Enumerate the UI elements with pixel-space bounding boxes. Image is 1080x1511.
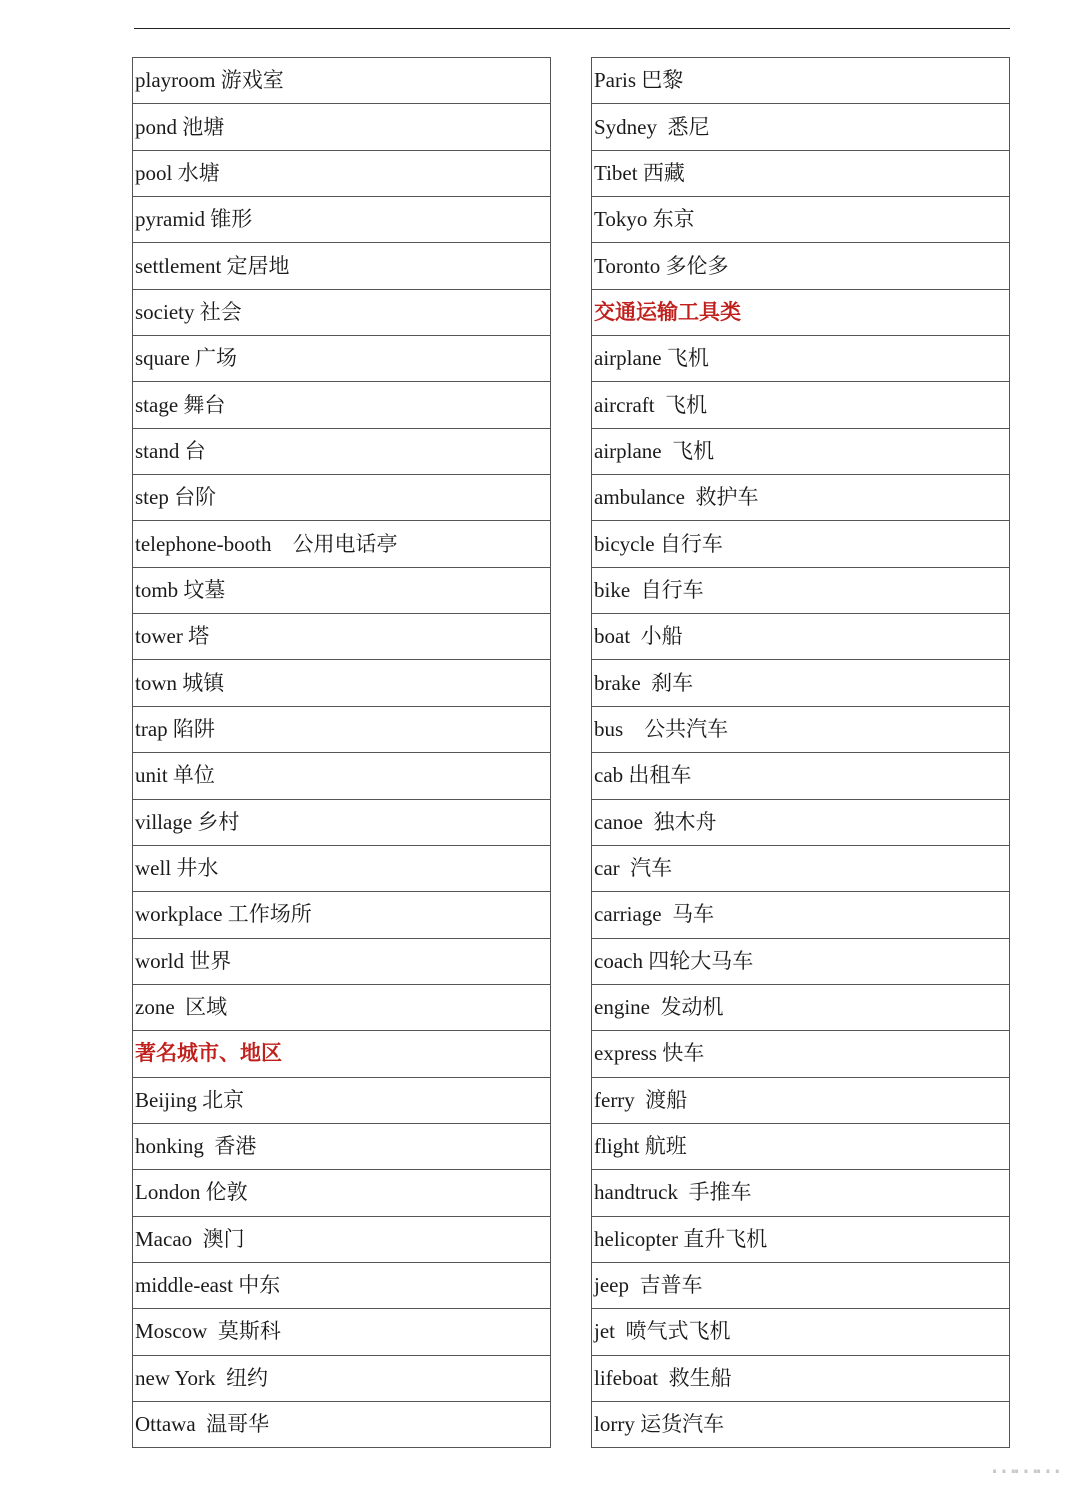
vocab-row — [592, 1031, 1010, 1077]
vocab-entry: aircraft 飞机 — [592, 382, 1010, 428]
vocab-row — [133, 1216, 551, 1262]
vocab-entry: telephone-booth 公用电话亭 — [133, 521, 551, 567]
vocab-entry: Ottawa 温哥华 — [133, 1401, 551, 1447]
vocab-entry: cab 出租车 — [592, 753, 1010, 799]
vocab-row — [133, 799, 551, 845]
vocab-entry: Toronto 多伦多 — [592, 243, 1010, 289]
vocab-row — [592, 336, 1010, 382]
vocab-row — [592, 892, 1010, 938]
vocab-row — [133, 892, 551, 938]
vocab-entry: world 世界 — [133, 938, 551, 984]
vocab-row — [592, 1355, 1010, 1401]
vocab-entry: lorry 运货汽车 — [592, 1401, 1010, 1447]
vocab-entry: trap 陷阱 — [133, 706, 551, 752]
vocab-table-left-body — [133, 58, 551, 1448]
vocab-row — [133, 428, 551, 474]
vocab-row — [592, 475, 1010, 521]
vocab-row — [592, 1077, 1010, 1123]
vocab-entry: lifeboat 救生船 — [592, 1355, 1010, 1401]
vocab-row — [592, 58, 1010, 104]
section-heading: 交通运输工具类 — [592, 289, 1010, 335]
vocab-row — [133, 1262, 551, 1308]
vocab-entry: jeep 吉普车 — [592, 1262, 1010, 1308]
vocab-entry: unit 单位 — [133, 753, 551, 799]
vocab-entry: boat 小船 — [592, 614, 1010, 660]
vocab-row — [592, 567, 1010, 613]
vocab-entry: honking 香港 — [133, 1123, 551, 1169]
vocab-entry: carriage 马车 — [592, 892, 1010, 938]
vocab-entry: zone 区域 — [133, 984, 551, 1030]
vocab-entry: ferry 渡船 — [592, 1077, 1010, 1123]
vocab-row — [133, 197, 551, 243]
vocab-row — [133, 614, 551, 660]
vocab-entry: Moscow 莫斯科 — [133, 1309, 551, 1355]
section-heading: 著名城市、地区 — [133, 1031, 551, 1077]
vocab-row — [592, 382, 1010, 428]
vocab-entry: well 井水 — [133, 845, 551, 891]
vocab-row — [133, 1077, 551, 1123]
vocab-row — [133, 475, 551, 521]
top-divider-line — [134, 28, 1010, 29]
vocab-row — [592, 984, 1010, 1030]
vocab-entry: middle-east 中东 — [133, 1262, 551, 1308]
vocab-entry: pool 水塘 — [133, 150, 551, 196]
vocab-table-right — [591, 57, 1010, 1448]
vocab-entry: pyramid 锥形 — [133, 197, 551, 243]
vocab-row — [133, 567, 551, 613]
vocab-entry: airplane 飞机 — [592, 336, 1010, 382]
vocab-entry: bike 自行车 — [592, 567, 1010, 613]
vocab-entry: London 伦敦 — [133, 1170, 551, 1216]
vocab-entry: helicopter 直升飞机 — [592, 1216, 1010, 1262]
vocab-table-right-body — [592, 58, 1010, 1448]
vocab-row — [592, 428, 1010, 474]
vocab-row — [592, 753, 1010, 799]
vocab-entry: stage 舞台 — [133, 382, 551, 428]
vocab-entry: settlement 定居地 — [133, 243, 551, 289]
vocab-row — [592, 521, 1010, 567]
vocab-row — [133, 382, 551, 428]
vocab-entry: Tibet 西藏 — [592, 150, 1010, 196]
vocab-entry: step 台阶 — [133, 475, 551, 521]
vocab-row — [592, 1401, 1010, 1447]
vocab-row — [133, 289, 551, 335]
vocab-entry: car 汽车 — [592, 845, 1010, 891]
vocab-entry: handtruck 手推车 — [592, 1170, 1010, 1216]
vocab-row — [592, 845, 1010, 891]
vocab-entry: engine 发动机 — [592, 984, 1010, 1030]
vocab-row — [592, 150, 1010, 196]
vocab-entry: society 社会 — [133, 289, 551, 335]
vocab-entry: workplace 工作场所 — [133, 892, 551, 938]
vocab-entry: pond 池塘 — [133, 104, 551, 150]
vocab-row — [133, 1170, 551, 1216]
vocab-row — [133, 243, 551, 289]
vocab-entry: brake 刹车 — [592, 660, 1010, 706]
vocab-entry: bus 公共汽车 — [592, 706, 1010, 752]
vocab-entry: Paris 巴黎 — [592, 58, 1010, 104]
vocab-row — [133, 845, 551, 891]
vocab-entry: stand 台 — [133, 428, 551, 474]
vocab-row — [133, 938, 551, 984]
vocab-row — [133, 1309, 551, 1355]
vocab-table-left — [132, 57, 551, 1448]
vocab-row — [592, 104, 1010, 150]
vocab-row — [133, 753, 551, 799]
vocab-row — [133, 150, 551, 196]
vocab-row — [133, 58, 551, 104]
section-heading-row — [133, 1031, 551, 1077]
vocab-row — [133, 1123, 551, 1169]
vocab-entry: canoe 独木舟 — [592, 799, 1010, 845]
vocab-row — [592, 799, 1010, 845]
vocab-row — [592, 1123, 1010, 1169]
vocab-entry: Sydney 悉尼 — [592, 104, 1010, 150]
vocab-row — [592, 1216, 1010, 1262]
vocab-row — [133, 336, 551, 382]
vocab-row — [592, 197, 1010, 243]
vocab-row — [133, 660, 551, 706]
vocab-row — [133, 1355, 551, 1401]
vocab-entry: tower 塔 — [133, 614, 551, 660]
vocab-entry: tomb 坟墓 — [133, 567, 551, 613]
vocab-entry: playroom 游戏室 — [133, 58, 551, 104]
vocab-row — [133, 1401, 551, 1447]
watermark-dots: ⋯⋯⋯ — [990, 1454, 1056, 1487]
vocab-row — [592, 1262, 1010, 1308]
vocab-entry: ambulance 救护车 — [592, 475, 1010, 521]
vocab-entry: jet 喷气式飞机 — [592, 1309, 1010, 1355]
vocab-row — [133, 706, 551, 752]
vocab-entry: Tokyo 东京 — [592, 197, 1010, 243]
vocab-entry: new York 纽约 — [133, 1355, 551, 1401]
vocab-entry: Beijing 北京 — [133, 1077, 551, 1123]
vocab-entry: town 城镇 — [133, 660, 551, 706]
vocab-row — [592, 938, 1010, 984]
vocab-entry: village 乡村 — [133, 799, 551, 845]
vocab-row — [133, 521, 551, 567]
vocab-entry: coach 四轮大马车 — [592, 938, 1010, 984]
vocab-row — [592, 1309, 1010, 1355]
vocab-row — [592, 614, 1010, 660]
vocab-row — [133, 984, 551, 1030]
vocab-entry: Macao 澳门 — [133, 1216, 551, 1262]
vocab-row — [592, 660, 1010, 706]
vocab-entry: flight 航班 — [592, 1123, 1010, 1169]
vocab-entry: square 广场 — [133, 336, 551, 382]
vocab-entry: express 快车 — [592, 1031, 1010, 1077]
vocab-row — [592, 243, 1010, 289]
vocab-row — [592, 706, 1010, 752]
section-heading-row — [592, 289, 1010, 335]
vocab-entry: bicycle 自行车 — [592, 521, 1010, 567]
vocab-row — [592, 1170, 1010, 1216]
vocab-row — [133, 104, 551, 150]
vocab-entry: airplane 飞机 — [592, 428, 1010, 474]
